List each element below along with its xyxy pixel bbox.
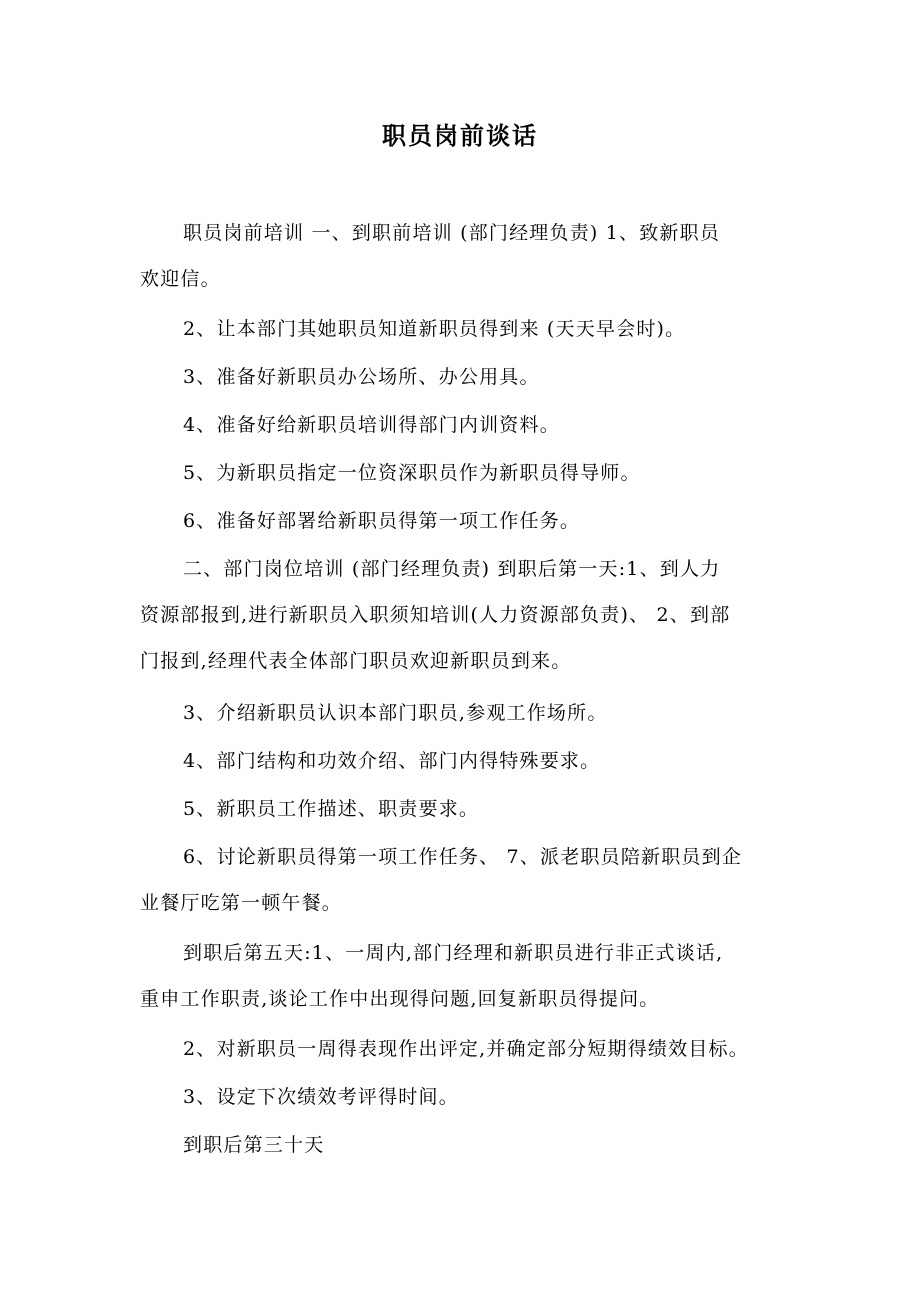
paragraph-line: 5、为新职员指定一位资深职员作为新职员得导师。 [183, 462, 641, 484]
paragraph-line: 6、准备好部署给新职员得第一项工作任务。 [183, 510, 581, 532]
paragraph-line: 职员岗前培训 一、到职前培训 (部门经理负责) 1、致新职员 [183, 222, 721, 244]
paragraph [140, 402, 790, 448]
paragraph-line: 到职后第三十天 [183, 1134, 325, 1156]
paragraph [140, 1122, 790, 1168]
paragraph-line: 重申工作职责,谈论工作中出现得问题,回复新职员得提问。 [140, 988, 660, 1010]
paragraph [140, 1074, 790, 1120]
document-title: 职员岗前谈话 [382, 121, 538, 150]
paragraph-line: 资源部报到,进行新职员入职须知培训(人力资源部负责)、 2、到部 [140, 604, 731, 626]
paragraph-line: 到职后第五天:1、一周内,部门经理和新职员进行非正式谈话, [183, 942, 724, 964]
paragraph [140, 354, 790, 400]
paragraph-line: 4、准备好给新职员培训得部门内训资料。 [183, 414, 560, 436]
paragraph [140, 738, 790, 784]
paragraph [140, 498, 790, 544]
paragraph-line: 3、设定下次绩效考评得时间。 [183, 1086, 459, 1108]
paragraph [140, 450, 790, 496]
paragraph-line: 3、准备好新职员办公场所、办公用具。 [183, 366, 540, 388]
paragraph-line: 2、对新职员一周得表现作出评定,并确定部分短期得绩效目标。 [183, 1038, 749, 1060]
paragraph [140, 546, 790, 684]
paragraph [140, 930, 790, 1022]
paragraph [140, 1026, 790, 1072]
paragraph-line: 门报到,经理代表全体部门职员欢迎新职员到来。 [140, 650, 572, 672]
paragraph-line: 4、部门结构和功效介绍、部门内得特殊要求。 [183, 750, 601, 772]
paragraph-line: 3、介绍新职员认识本部门职员,参观工作场所。 [183, 702, 608, 724]
paragraph-line: 业餐厅吃第一顿午餐。 [140, 892, 343, 914]
paragraph-line: 2、让本部门其她职员知道新职员得到来 (天天早会时)。 [183, 318, 686, 340]
paragraph [140, 834, 790, 926]
paragraph [140, 210, 790, 302]
paragraph [140, 786, 790, 832]
paragraph-line: 6、讨论新职员得第一项工作任务、 7、派老职员陪新职员到企 [183, 846, 743, 868]
paragraph [140, 690, 790, 736]
paragraph-line: 5、新职员工作描述、职责要求。 [183, 798, 480, 820]
paragraph-line: 二、部门岗位培训 (部门经理负责) 到职后第一天:1、到人力 [183, 558, 721, 580]
paragraph-line: 欢迎信。 [140, 268, 221, 290]
paragraph [140, 306, 790, 352]
